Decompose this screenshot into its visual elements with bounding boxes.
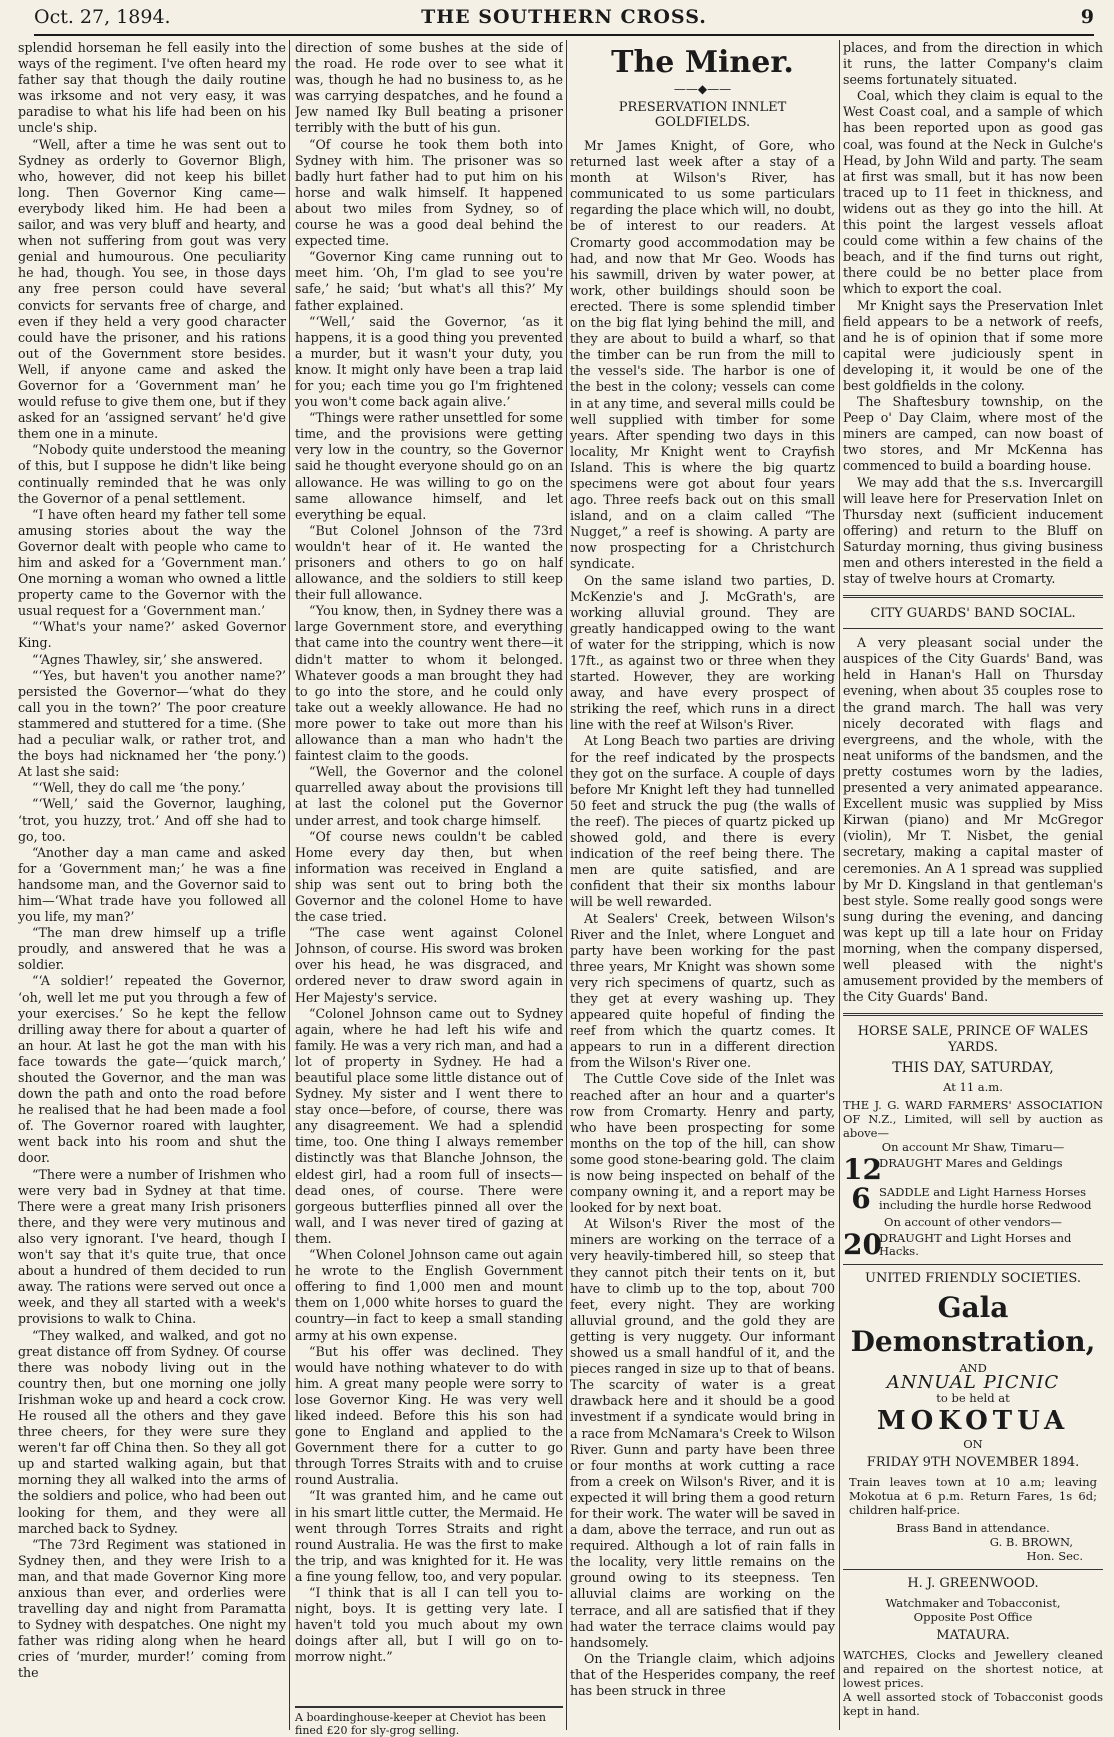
article-paragraph: places, and from the direction in which it runs, the latter Company's claim seems fortunately situated. — [843, 40, 1103, 88]
lot-count: 6 — [851, 1182, 871, 1216]
story-paragraph: “I have often heard my father tell some amusing stories about the way the Governor dealt with people who came to him and asked for a ‘Government man.’ One morning a woman who owned a little property came to the Governor with the usual request for a ‘Government man.’ — [18, 506, 286, 619]
story-paragraph: “‘Well,’ said the Governor, ‘as it happens, it is a good thing you prevented a murder, but it wasn't your duty, you know. It might only have been a trap laid for you; each time you go I'm frightened you won't come back again alive.’ — [295, 313, 563, 410]
story-paragraph: “The man drew himself up a trifle proudly, and answered that he was a soldier. — [18, 925, 286, 973]
section-heading: The Miner. — [611, 45, 794, 80]
lot-description: DRAUGHT Mares and Geldings — [879, 1156, 1063, 1171]
gala-band: Brass Band in attendance. — [896, 1521, 1050, 1536]
story-paragraph: “I think that is all I can tell you to-night, boys. It is getting very late. I haven't told you much about my own doings after all, but I will go on to-morrow night.” — [295, 1585, 563, 1665]
gala-advert — [843, 1271, 1103, 1563]
story-paragraph: “Another day a man came and asked for a ‘Government man;’ he was a fine handsome man, and the Governor said to him—‘What trade have you followed all you life, my man?’ — [18, 844, 286, 925]
band-social-heading: CITY GUARDS' BAND SOCIAL. — [870, 606, 1076, 622]
story-paragraph: “Nobody quite understood the meaning of this, but I suppose he didn't like being continually reminded that he was only the Governor of a penal settlement. — [18, 442, 286, 506]
issue-date: Oct. 27, 1894. — [34, 6, 171, 28]
story-paragraph: “Of course he took them both into Sydney with him. The prisoner was so badly hurt father had to put him on his horse and walk himself. It happened about two miles from Sydney, so of course he was a good deal behind the expected time. — [295, 136, 563, 249]
story-paragraph: “Well, after a time he was sent out to Sydney as orderly to Governor Bligh, who, however, did not keep his billet long. Then Governor King came—everybody liked him. He had been a sailor, and was very bluff and hearty, and when not suffering from gout was very genial and humourous. One peculiarity he had, though. You see, in those days any free person could have several convicts for servants free of charge, and even if they held a very good character could have the prisoner, and his rations out of the Government store besides. Well, if anyone came and asked the Governor for a ‘Government man’ he would refuse to give them one, but if they asked for an ‘assigned servant’ he'd give them one in a minute. — [18, 136, 286, 442]
sale-lot — [843, 1182, 1103, 1216]
article-paragraph: At Wilson's River the most of the miners are working on the terrace of a very heavily-timbered hill, so steep that they cannot pitch their tents on it, but have to climb up to the top, about 700 feet, every night. They are working alluvial ground, and the gold they are getting is very nuggety. Our informant showed us a small handful of it, and the pieces ranged in size up to that of beans. The scarcity of water is a great drawback here and it should be a good investment if a syndicate would bring in a race from McNamara's Creek to Wilson River. Gunn and party have been three or four months at work cutting a race from a creek on Wilson's River, and it is expected it will bring them a good return for their work. The water will be saved in a dam, above the terrace, and run out as required. Although a lot of rain falls in the locality, very little remains on the ground owing to its steepness. Ten alluvial claims are working on the terrace, and all are satisfied that if they had water the terrace claims would pay handsomely. — [570, 1216, 835, 1650]
band-social-text: A very pleasant social under the auspices of the City Guards' Band, was held in Hanan's Hall on Thursday evening, when about 35 couples rose to the grand march. The hall was very nicely decorated with flags and evergreens, and the whole, with the neat uniforms of the bandsmen, and the pretty costumes worn by the ladies, presented a very animated appearance. Excellent music was supplied by Miss Kirwan (piano) and Mr McGregor (violin), Mr T. Nisbet, the genial secretary, making a capital master of ceremonies. An A 1 spread was supplied by Mr D. Kingsland in that gentleman's best style. Some really good songs were sung during the evening, and dancing was kept up till a late hour on Friday morning, when the company dispersed, well pleased with the night's amusement provided by the members of the City Guards' Band. — [843, 635, 1103, 1005]
story-paragraph: “Well, the Governor and the colonel quarrelled away about the provisions till at last the colonel put the Governor under arrest, and took charge himself. — [295, 764, 563, 828]
story-paragraph: “The case went against Colonel Johnson, of course. His sword was broken over his head, he was disgraced, and ordered never to draw sword again in Her Majesty's service. — [295, 925, 563, 1005]
advertiser-town: MATAURA. — [936, 1628, 1010, 1644]
story-paragraph: “Colonel Johnson came out to Sydney again, where he had left his wife and family. He was a very rich man, and had a lot of property in Sydney. He had a beautiful place some little distance out of Sydney. My sister and I went there to stay once—before, of course, there was any disagreement. We had a splendid time, too. One thing I always remember distinctly was that Blanche Johnson, the eldest girl, had a room full of insects—dead ones, of course. There were gorgeous butterflies pinned all over the wall, and I was never tired of gazing at them. — [295, 1005, 563, 1246]
lot-count: 12 — [843, 1153, 882, 1187]
divider — [843, 1013, 1103, 1016]
divider — [843, 1264, 1103, 1265]
story-paragraph: direction of some bushes at the side of the road. He rode over to see what it was, though he had no business to, as he was carrying despatches, and he found a Jew named Iky Bull beating a prisoner terribly with the butt of his gun. — [295, 40, 563, 136]
gala-picnic: ANNUAL PICNIC — [886, 1372, 1060, 1394]
story-paragraph: splendid horseman he fell easily into the ways of the regiment. I've often heard my father say that though the daily routine was irksome and not very easy, it was paradise to what his life had been on his uncle's ship. — [18, 40, 286, 136]
sale-account: On account Mr Shaw, Timaru— — [881, 1140, 1065, 1155]
sale-time: At 11 a.m. — [943, 1080, 1003, 1095]
gala-held: to be held at — [936, 1391, 1010, 1406]
article-paragraph: Mr James Knight, of Gore, who returned last week after a stay of a month at Wilson's River, has communicated to us some particulars regarding the place which will, no doubt, be of interest to our readers. At Cromarty good accommodation may be had, and now that Mr Geo. Woods has his sawmill, driven by water power, at work, other buildings should soon be erected. There is some splendid timber on the big flat lying behind the mill, and they are about to build a wharf, so that the timber can be run from the mill to the vessel's side. The harbor is one of the best in the colony; vessels can come in at any time, and several mills could be well supplied with timber for some years. After spending two days in this locality, Mr Knight went to Crayfish Island. This is where the big quartz specimens were got about four years ago. Three reefs back out on this small island, and on a claim called “The Nugget,” a reef is showing. A party are now prospecting for a Christchurch syndicate. — [570, 138, 835, 572]
article-paragraph: We may add that the s.s. Invercargill will leave here for Preservation Inlet on Thursday next (sufficient inducement offering) and return to the Bluff on Saturday morning, thus giving business men and others interested in the field a stay of twelve hours at Cromarty. — [843, 474, 1103, 587]
story-paragraph: “Things were rather unsettled for some time, and the provisions were getting very low in the country, so the Governor said he thought everyone should go on an allowance. He was willing to go on the same allowance himself, and let everything be equal. — [295, 410, 563, 522]
story-paragraph: “But his offer was declined. They would have nothing whatever to do with him. A great many people were sorry to lose Governor King. He was very well liked indeed. Before this his son had gone to England and applied to the Government there for a cutter to go through Torres Straits with and to cruise round Australia. — [295, 1343, 563, 1488]
story-paragraph: “But Colonel Johnson of the 73rd wouldn't hear of it. He wanted the prisoners and others to go on half allowance, and the soldiers to still keep their full allowance. — [295, 522, 563, 603]
sale-account: On account of other vendors— — [884, 1215, 1062, 1230]
lot-count: 20 — [843, 1228, 882, 1262]
column-rule — [289, 40, 290, 1730]
gala-date: FRIDAY 9TH NOVEMBER 1894. — [866, 1455, 1080, 1471]
story-column-1 — [18, 40, 286, 1730]
story-paragraph: “Of course news couldn't be cabled Home every day then, but when information was received in England a ship was sent out to bring both the Governor and the colonel Home to have the case tried. — [295, 828, 563, 925]
gala-on: ON — [963, 1437, 983, 1452]
story-paragraph: “‘Yes, but haven't you another name?’ persisted the Governor—‘what do they call you in the town?’ The poor creature stammered and stuttered for a time. (She had a peculiar walk, or rather trot, and the boys had nicknamed her ‘the pony.’) At last she said: — [18, 667, 286, 780]
gala-and: AND — [959, 1361, 987, 1376]
column-4 — [843, 40, 1103, 1730]
horse-sale-advert — [843, 1024, 1103, 1262]
lot-description: DRAUGHT and Light Horses and Hacks. — [879, 1231, 1072, 1259]
greenwood-advert — [843, 1576, 1103, 1718]
article-paragraph: At Long Beach two parties are driving for the reef indicated by the prospects they got on the surface. A couple of days before Mr Knight left they had tunnelled 50 feet and struck the pug (the walls of the reef). The pieces of quartz picked up showed gold, and there is every indication of the reef being there. The men are quite satisfied, and are confident that their six months labour will be well rewarded. — [570, 733, 835, 910]
gala-title: Gala Demonstration, — [850, 1291, 1096, 1359]
gala-signed: G. B. BROWN, — [989, 1535, 1073, 1550]
news-brief: A boardinghouse-keeper at Cheviot has been fined £20 for sly-grog selling. — [295, 1706, 563, 1737]
gala-place: MOKOTUA — [876, 1406, 1070, 1437]
sale-day: THIS DAY, SATURDAY, — [892, 1060, 1054, 1077]
sale-title: HORSE SALE, PRINCE OF WALES YARDS. — [857, 1024, 1089, 1056]
sale-lot — [843, 1228, 1103, 1262]
story-paragraph: “They walked, and walked, and got no great distance off from Sydney. Of course there was nobody living out in the country then, but one morning one jolly Irishman woke up and heard a cock crow. He roused all the others and they gave three cheers, for they were sure they weren't far off China then. So they all got up and started walking again, but that morning they all walked into the arms of the soldiers and police, who had been out looking for them, and they were all marched back to Sydney. — [18, 1327, 286, 1536]
gala-train: Train leaves town at 10 a.m; leaving Mokotua at 6 p.m. Return Fares, 1s 6d; children half-price. — [849, 1475, 1097, 1518]
column-rule — [839, 40, 840, 1730]
miner-column — [570, 40, 835, 1730]
sale-lot — [843, 1153, 1103, 1187]
story-paragraph: “‘Well, they do call me ‘the pony.’ — [32, 780, 246, 796]
gala-role: Hon. Sec. — [1026, 1549, 1083, 1564]
lot-description: SADDLE and Light Harness Horses including the hurdle horse Redwood — [879, 1185, 1092, 1213]
article-paragraph: The Shaftesbury township, on the Peep o' Day Claim, where most of the miners are camped, can now boast of two stores, and Mr McKenna has commenced to build a boarding house. — [843, 394, 1103, 474]
newspaper-title: THE SOUTHERN CROSS. — [421, 6, 707, 28]
story-paragraph: “The 73rd Regiment was stationed in Sydney then, and they were Irish to a man, and that made Governor King more anxious than ever, and orderlies were travelling day and night from Paramatta to Sydney with despatches. One night my father was riding along when he heard cries of ‘murder, murder!’ coming from the — [18, 1536, 286, 1681]
divider — [843, 1569, 1103, 1570]
ornament-divider: ——◆—— — [673, 82, 732, 96]
advert-text: WATCHES, Clocks and Jewellery cleaned and repaired on the shortest notice, at lowest prices. — [843, 1648, 1103, 1691]
advertiser-address: Opposite Post Office — [913, 1610, 1033, 1625]
story-paragraph: “‘Well,’ said the Governor, laughing, ‘trot, you huzzy, trot.’ And off she had to go, too. — [18, 796, 286, 844]
article-paragraph: The Cuttle Cove side of the Inlet was reached after an hour and a quarter's row from Cromarty. Henry and party, who have been prospecting for some months on the top of the hill, can show some good stone-bearing gold. The claim is now being inspected on behalf of the company owning it, and a report may be looked for by next boat. — [570, 1071, 835, 1216]
advertiser-trade: Watchmaker and Tobacconist, — [885, 1596, 1061, 1611]
article-paragraph: Mr Knight says the Preservation Inlet field appears to be a network of reefs, and he is of opinion that if some more capital were judiciously spent in developing it, it would be one of the best goldfields in the colony. — [843, 297, 1103, 393]
story-paragraph: “It was granted him, and he came out in his smart little cutter, the Mermaid. He went through Torres Straits and right round Australia. He was the first to make the trip, and was knighted for it. He was a fine young fellow, too, and very popular. — [295, 1488, 563, 1584]
story-paragraph: “‘Agnes Thawley, sir,’ she answered. — [32, 651, 263, 667]
sale-intro: THE J. G. WARD FARMERS' ASSOCIATION OF N.Z., Limited, will sell by auction as above— — [843, 1098, 1103, 1141]
divider — [843, 595, 1103, 598]
advert-text: A well assorted stock of Tobacconist goods kept in hand. — [843, 1690, 1103, 1719]
page-number: 9 — [1080, 6, 1094, 28]
article-paragraph: At Sealers' Creek, between Wilson's River and the Inlet, where Longuet and party have been working for the past three years, Mr Knight was shown some very rich specimens of quartz, such as they get at every washing up. They appeared quite hopeful of finding the reef from which the quartz comes. It appears to run in a different direction from the Wilson's River one. — [570, 910, 835, 1071]
article-headline: PRESERVATION INNLET GOLDFIELDS. — [618, 100, 787, 130]
divider — [843, 628, 1103, 629]
story-paragraph: “You know, then, in Sydney there was a large Government store, and everything that came into the country went there—it didn't matter to whom it belonged. Whatever goods a man brought they had to go into the store, and he could only take out a weekly allowance. He had no more power to take out more than his allowance than a man who hadn't the faintest claim to the goods. — [295, 603, 563, 764]
article-paragraph: Coal, which they claim is equal to the West Coast coal, and a sample of which has been reported upon as good gas coal, was found at the Neck in Gulche's Head, by John Wild and party. The seam at first was small, but it has now been traced up to 11 feet in thickness, and widens out as they go into the hill. At this point the largest vessels afloat could come within a few chains of the beach, and if the find turns out right, there could be no better place from which to export the coal. — [843, 88, 1103, 297]
story-paragraph: “Governor King came running out to meet him. ‘Oh, I'm glad to see you're safe,’ he said; ‘but what's all this?’ My father explained. — [295, 249, 563, 313]
gala-society: UNITED FRIENDLY SOCIETIES. — [865, 1271, 1081, 1287]
story-paragraph: “‘A soldier!’ repeated the Governor, ‘oh, well let me put you through a few of your exercises.’ So he kept the fellow drilling away there for about a quarter of an hour. At last he got the man with his face towards the gate—‘quick march,’ shouted the Governor, and the man was down the path and onto the road before he realised that he had been made a fool of. The Governor roared with laughter, went back into his room and shut the door. — [18, 973, 286, 1166]
article-paragraph: On the same island two parties, D. McKenzie's and J. McGrath's, are working alluvial ground. They are greatly handicapped owing to the want of water for the stripping, which is now 17ft., as against two or three when they started. However, they are working away, and have every prospect of striking the reef, which runs in a direct line with the reef at Wilson's River. — [570, 572, 835, 733]
story-paragraph: “There were a number of Irishmen who were very bad in Sydney at that time. There were a great many Irish prisoners there, and they were very mutinous and also very ignorant. I've heard, though I won't say that it's quite true, that once about a hundred of them decided to run away. The rations were served out once a week, and they all started with a week's provisions to walk to China. — [18, 1166, 286, 1327]
story-paragraph: “When Colonel Johnson came out again he wrote to the English Government offering to find 1,000 men and mount them on 1,000 white horses to guard the country—in fact to keep a small standing army at his own expense. — [295, 1247, 563, 1343]
article-paragraph: On the Triangle claim, which adjoins that of the Hesperides company, the reef has been struck in three — [570, 1650, 835, 1698]
story-paragraph: “‘What's your name?’ asked Governor King. — [18, 619, 286, 651]
masthead — [34, 6, 1094, 36]
advertiser-name: H. J. GREENWOOD. — [907, 1576, 1039, 1592]
story-column-2 — [295, 40, 563, 1700]
column-rule — [566, 40, 567, 1730]
